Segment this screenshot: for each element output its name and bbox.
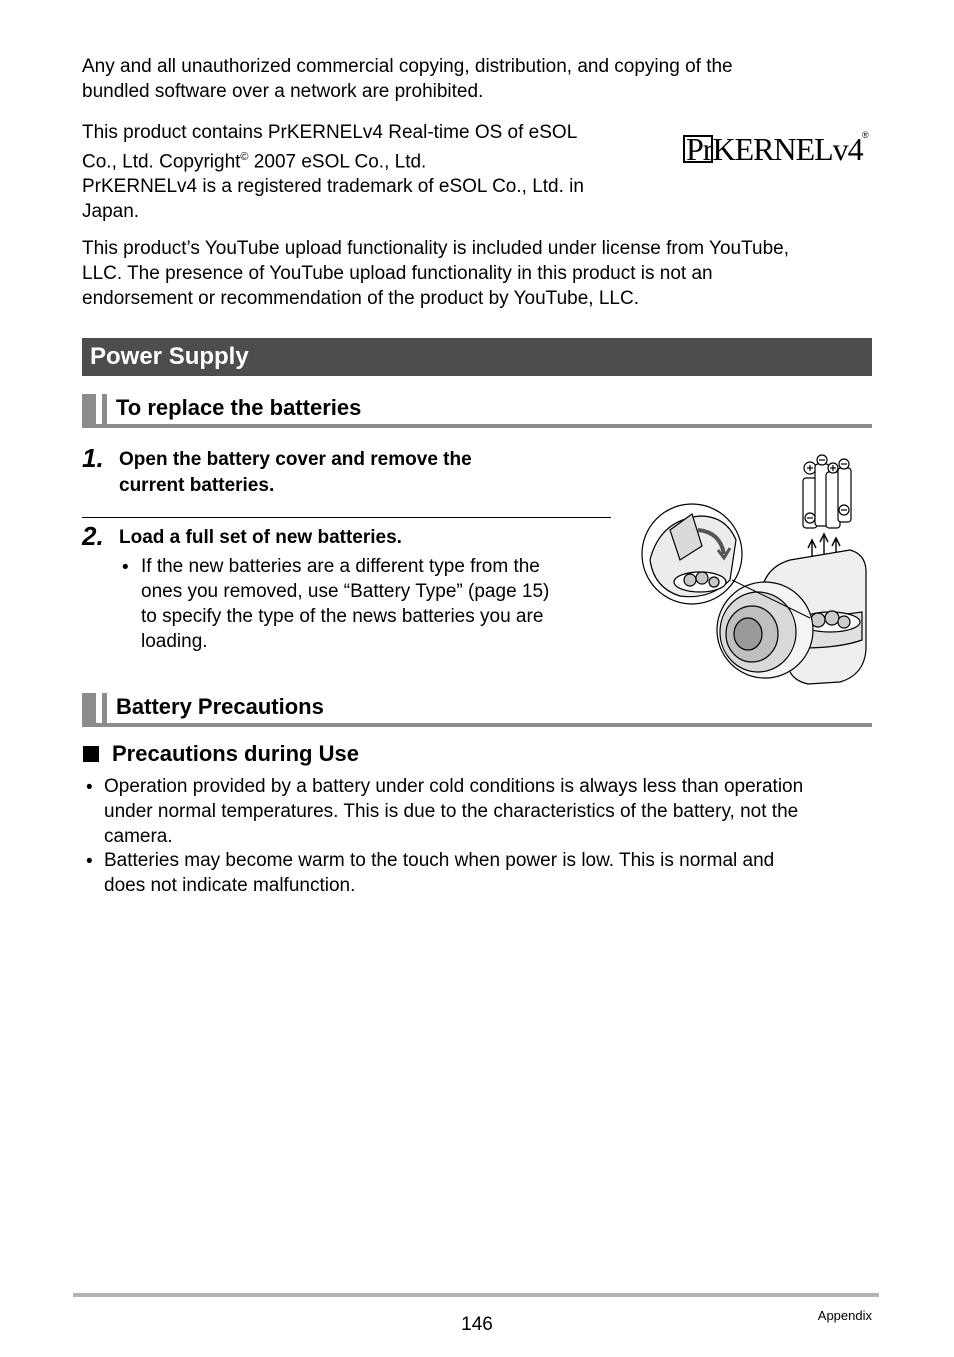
copyright-text: Co., Ltd. Copyright <box>82 151 241 173</box>
prkernel-logo <box>680 130 875 170</box>
step-divider <box>82 517 611 518</box>
text-line <box>82 145 652 174</box>
text-line: LLC. The presence of YouTube upload functionality in this product is not an <box>82 263 713 284</box>
text-line: bundled software over a network are prohibited. <box>82 81 484 102</box>
text-line: Load a full set of new batteries. <box>119 527 402 548</box>
subheading-bar-icon <box>102 693 107 723</box>
page-number: 146 <box>461 1314 493 1335</box>
footer-rule <box>73 1293 879 1297</box>
text-line: current batteries. <box>119 475 275 496</box>
precaution-item <box>104 848 874 898</box>
intro-paragraph-copying <box>82 54 872 104</box>
step-2-bullet-text <box>141 554 611 654</box>
text-line: This product’s YouTube upload functionality is included under license from YouTube, <box>82 238 789 259</box>
subheading-bar-icon <box>82 693 96 723</box>
registered-mark: ® <box>862 130 869 140</box>
subheading-label: To replace the batteries <box>116 395 362 420</box>
text-line: PrKERNELv4 is a registered trademark of eSOL Co., Ltd. in <box>82 176 584 198</box>
camera-battery-illustration <box>640 450 872 688</box>
footer-section-label: Appendix <box>817 1308 872 1323</box>
text-line: Open the battery cover and remove the <box>119 449 472 470</box>
subheading-bar-icon <box>102 394 107 424</box>
text-line: This product contains PrKERNELv4 Real-time OS of eSOL <box>82 122 578 143</box>
step-number-1: 1. <box>82 443 104 473</box>
text-line: Any and all unauthorized commercial copying, distribution, and copying of the <box>82 56 733 77</box>
text-line: Batteries may become warm to the touch when power is low. This is normal and <box>104 850 775 871</box>
text-line: endorsement or recommendation of the product by YouTube, LLC. <box>82 288 639 309</box>
subheading-replace-batteries <box>82 392 872 428</box>
logo-wordmark: PrKERNELv4 <box>686 131 863 167</box>
subheading-bar-icon <box>82 394 96 424</box>
copyright-symbol: © <box>240 151 249 163</box>
square-bullet-icon <box>83 746 99 762</box>
text-line: to specify the type of the news batteries you are <box>141 606 544 627</box>
section-title-power-supply: Power Supply <box>82 338 872 376</box>
step-number-2: 2. <box>82 521 104 551</box>
step-1-text <box>119 447 589 499</box>
text-line: camera. <box>104 826 173 847</box>
intro-paragraph-prkernel <box>82 120 652 224</box>
text-line: loading. <box>141 631 208 652</box>
text-line: Operation provided by a battery under cold conditions is always less than operation <box>104 776 804 797</box>
precaution-item <box>104 774 874 849</box>
bullet-dot: • <box>122 557 129 578</box>
text-line: Japan. <box>82 201 140 223</box>
text-line: If the new batteries are a different type from the <box>141 556 540 577</box>
bullet-dot: • <box>86 851 93 872</box>
bullet-dot: • <box>86 777 93 798</box>
text-line: does not indicate malfunction. <box>104 875 356 896</box>
precautions-heading: Precautions during Use <box>112 741 359 766</box>
subheading-battery-precautions <box>82 691 872 727</box>
text-line: under normal temperatures. This is due to the characteristics of the battery, not the <box>104 801 799 822</box>
intro-paragraph-youtube <box>82 236 872 311</box>
subheading-label: Battery Precautions <box>116 694 324 719</box>
copyright-year: 2007 eSOL Co., Ltd. <box>248 151 427 173</box>
text-line: ones you removed, use “Battery Type” (page 15) <box>141 581 550 602</box>
step-2-text <box>119 525 599 551</box>
